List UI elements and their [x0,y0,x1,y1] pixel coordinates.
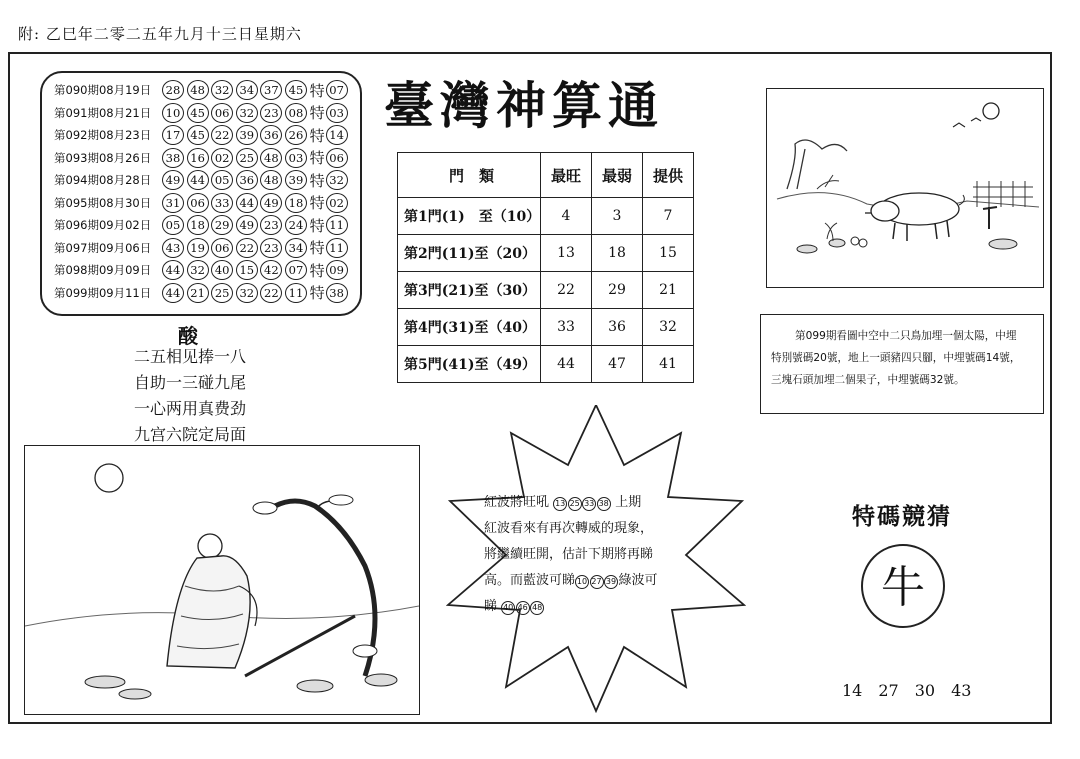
number-ball: 44 [187,170,209,190]
fence-icon [973,181,1033,207]
blue-prefix: 高。而藍波可睇 [484,573,576,588]
zodiac-circle: 牛 [861,544,945,628]
pig-icon [865,193,964,241]
number-ball: 06 [211,103,233,123]
special-ball: 32 [326,170,348,190]
table-cell: 44 [541,346,592,383]
number-ball: 18 [285,193,307,213]
special-ball: 09 [326,260,348,280]
table-cell: 47 [592,346,643,383]
table-cell: 13 [541,235,592,272]
poem [134,344,246,448]
table-cell: 3 [592,198,643,235]
history-label: 第099期09月11日 [54,285,152,300]
number-ball: 42 [260,260,282,280]
small-ball: 38 [597,497,611,511]
star-line-1 [484,490,710,516]
table-cell: 4 [541,198,592,235]
history-label: 第098期09月09日 [54,263,152,278]
special-label: 特 [309,171,325,190]
red-suffix: 上期 [615,495,642,510]
special-label: 特 [309,216,325,235]
number-ball: 48 [260,148,282,168]
table-cell: 7 [643,198,694,235]
note-line: 第099期看圖中空中二只鳥加埋一個太陽，中埋 [795,330,1017,342]
rock-icon [297,680,333,692]
number-ball: 37 [260,80,282,100]
small-ball: 10 [575,575,589,589]
special-ball: 03 [326,103,348,123]
special-label: 特 [309,261,325,280]
number-ball: 25 [211,283,233,303]
history-row [54,192,360,215]
number-ball: 22 [236,238,258,258]
table-row [398,272,694,309]
small-ball: 48 [530,601,544,615]
bird-icon [953,123,965,127]
number-ball: 44 [162,283,184,303]
number-ball: 22 [260,283,282,303]
history-row [54,147,360,170]
number-ball: 45 [187,103,209,123]
star-line-4 [484,568,710,594]
table-header: 提供 [643,153,694,198]
number-ball: 26 [285,125,307,145]
number-ball: 39 [285,170,307,190]
number-ball: 23 [260,238,282,258]
table-header: 門 類 [398,153,541,198]
poem-line: 自助一三碰九尾 [134,373,247,392]
number-ball: 44 [162,260,184,280]
special-label: 特 [309,149,325,168]
table-cell: 第5門(41)至（49） [398,346,541,383]
history-row [54,124,360,147]
fruit-icon [859,239,867,247]
number-ball: 28 [162,80,184,100]
history-row [54,259,360,282]
small-ball: 13 [553,497,567,511]
history-label: 第092期08月23日 [54,128,152,143]
table-cell: 29 [592,272,643,309]
table-row [398,346,694,383]
special-label: 特 [309,284,325,303]
table-row [398,198,694,235]
special-label: 特 [309,126,325,145]
number-ball: 16 [187,148,209,168]
number-ball: 36 [260,125,282,145]
staff-icon [245,616,355,676]
star-line-5 [484,594,710,620]
number-ball: 49 [260,193,282,213]
green-prefix-2: 睇 [484,599,498,614]
number-ball: 19 [187,238,209,258]
number-ball: 36 [236,170,258,190]
table-row [398,235,694,272]
poem-title: 酸 [178,324,198,348]
monk-illustration [25,446,419,714]
number-ball: 43 [162,238,184,258]
pig-illustration [767,89,1043,287]
number-ball: 40 [211,260,233,280]
number-ball: 32 [236,283,258,303]
moon-icon [95,464,123,492]
number-ball: 03 [285,148,307,168]
small-ball: 40 [501,601,515,615]
number-ball: 45 [187,125,209,145]
riddle-picture-pig [766,88,1044,288]
date-line: 附: 乙巳年二零二五年九月十三日星期六 [18,25,302,43]
table-cell: 18 [592,235,643,272]
number-ball: 34 [285,238,307,258]
history-row [54,79,360,102]
small-ball: 27 [590,575,604,589]
history-row [54,169,360,192]
table-cell: 21 [643,272,694,309]
special-ball: 11 [326,215,348,235]
history-row [54,214,360,237]
history-row [54,237,360,260]
rock-icon [85,676,125,688]
table-cell: 第1門(1) 至（10） [398,198,541,235]
number-ball: 23 [260,215,282,235]
number-ball: 05 [162,215,184,235]
monk-picture [24,445,420,715]
number-ball: 38 [162,148,184,168]
number-ball: 02 [211,148,233,168]
history-label: 第090期08月19日 [54,83,152,98]
number-ball: 07 [285,260,307,280]
number-ball: 21 [187,283,209,303]
number-ball: 32 [187,260,209,280]
number-ball: 39 [236,125,258,145]
table-cell: 32 [643,309,694,346]
star-line-3: 將繼續旺開，估計下期將再睇 [484,547,654,562]
number-ball: 31 [162,193,184,213]
number-ball: 24 [285,215,307,235]
rock-icon [829,239,845,247]
history-label: 第095期08月30日 [54,195,152,210]
rock-icon [365,674,397,686]
history-row [54,282,360,305]
number-ball: 32 [211,80,233,100]
star-text [484,490,710,620]
small-ball: 33 [582,497,596,511]
stake-icon [983,207,997,229]
number-ball: 08 [285,103,307,123]
number-ball: 23 [260,103,282,123]
history-row [54,102,360,125]
number-ball: 29 [211,215,233,235]
history-box [40,71,362,316]
tree-icon [787,140,847,189]
history-label: 第097期09月06日 [54,240,152,255]
number-ball: 48 [260,170,282,190]
table-cell: 22 [541,272,592,309]
special-ball: 11 [326,238,348,258]
monk-icon [167,534,257,668]
special-ball: 06 [326,148,348,168]
number-ball: 10 [162,103,184,123]
rock-icon [989,239,1017,249]
fruit-icon [851,237,859,245]
bird-icon [971,118,981,121]
number-ball: 15 [236,260,258,280]
rock-icon [797,245,817,253]
rock-icon [119,689,151,699]
small-ball: 39 [604,575,618,589]
table-row [398,309,694,346]
number-ball: 17 [162,125,184,145]
number-ball: 49 [236,215,258,235]
history-label: 第096期09月02日 [54,218,152,233]
number-ball: 49 [162,170,184,190]
number-ball: 44 [236,193,258,213]
guess-numbers: 14 27 30 43 [842,681,972,700]
number-ball: 32 [236,103,258,123]
number-ball: 18 [187,215,209,235]
red-prefix: 紅波將旺吼 [484,495,550,510]
poem-line: 二五相见捧一八 [134,347,247,366]
history-label: 第094期08月28日 [54,173,152,188]
main-title: 臺灣神算通 [384,76,664,135]
small-ball: 46 [516,601,530,615]
note-line: 三塊石頭加埋二個果子，中埋號碼32號。 [771,374,965,386]
number-ball: 25 [236,148,258,168]
special-label: 特 [309,81,325,100]
table-header: 最弱 [592,153,643,198]
number-ball: 06 [187,193,209,213]
table-header: 最旺 [541,153,592,198]
table-cell: 33 [541,309,592,346]
table-cell: 第2門(11)至（20） [398,235,541,272]
special-ball: 14 [326,125,348,145]
number-ball: 34 [236,80,258,100]
special-label: 特 [309,194,325,213]
history-label: 第091期08月21日 [54,105,152,120]
table-cell: 41 [643,346,694,383]
poem-line: 九宫六院定局面 [134,425,247,444]
note-line: 特別號碼20號，地上一頭豬四只腳，中埋號碼14號， [771,352,1021,364]
special-ball: 38 [326,283,348,303]
gate-table [397,152,694,383]
special-ball: 02 [326,193,348,213]
history-label: 第093期08月26日 [54,150,152,165]
number-ball: 45 [285,80,307,100]
table-header-row [398,153,694,198]
special-label: 特 [309,239,325,258]
green-prefix: 綠波可 [618,573,658,588]
poem-line: 一心两用真费劲 [134,399,247,418]
number-ball: 05 [211,170,233,190]
number-ball: 22 [211,125,233,145]
small-ball: 25 [568,497,582,511]
sun-icon [983,103,999,119]
table-cell: 第3門(21)至（30） [398,272,541,309]
number-ball: 33 [211,193,233,213]
guess-title: 特碼競猜 [852,503,952,530]
number-ball: 06 [211,238,233,258]
riddle-note [760,314,1044,414]
table-cell: 36 [592,309,643,346]
table-cell: 15 [643,235,694,272]
special-label: 特 [309,104,325,123]
number-ball: 11 [285,283,307,303]
table-cell: 第4門(31)至（40） [398,309,541,346]
star-line-2: 紅波看來有再次轉威的現象， [484,521,654,536]
special-ball: 07 [326,80,348,100]
number-ball: 48 [187,80,209,100]
